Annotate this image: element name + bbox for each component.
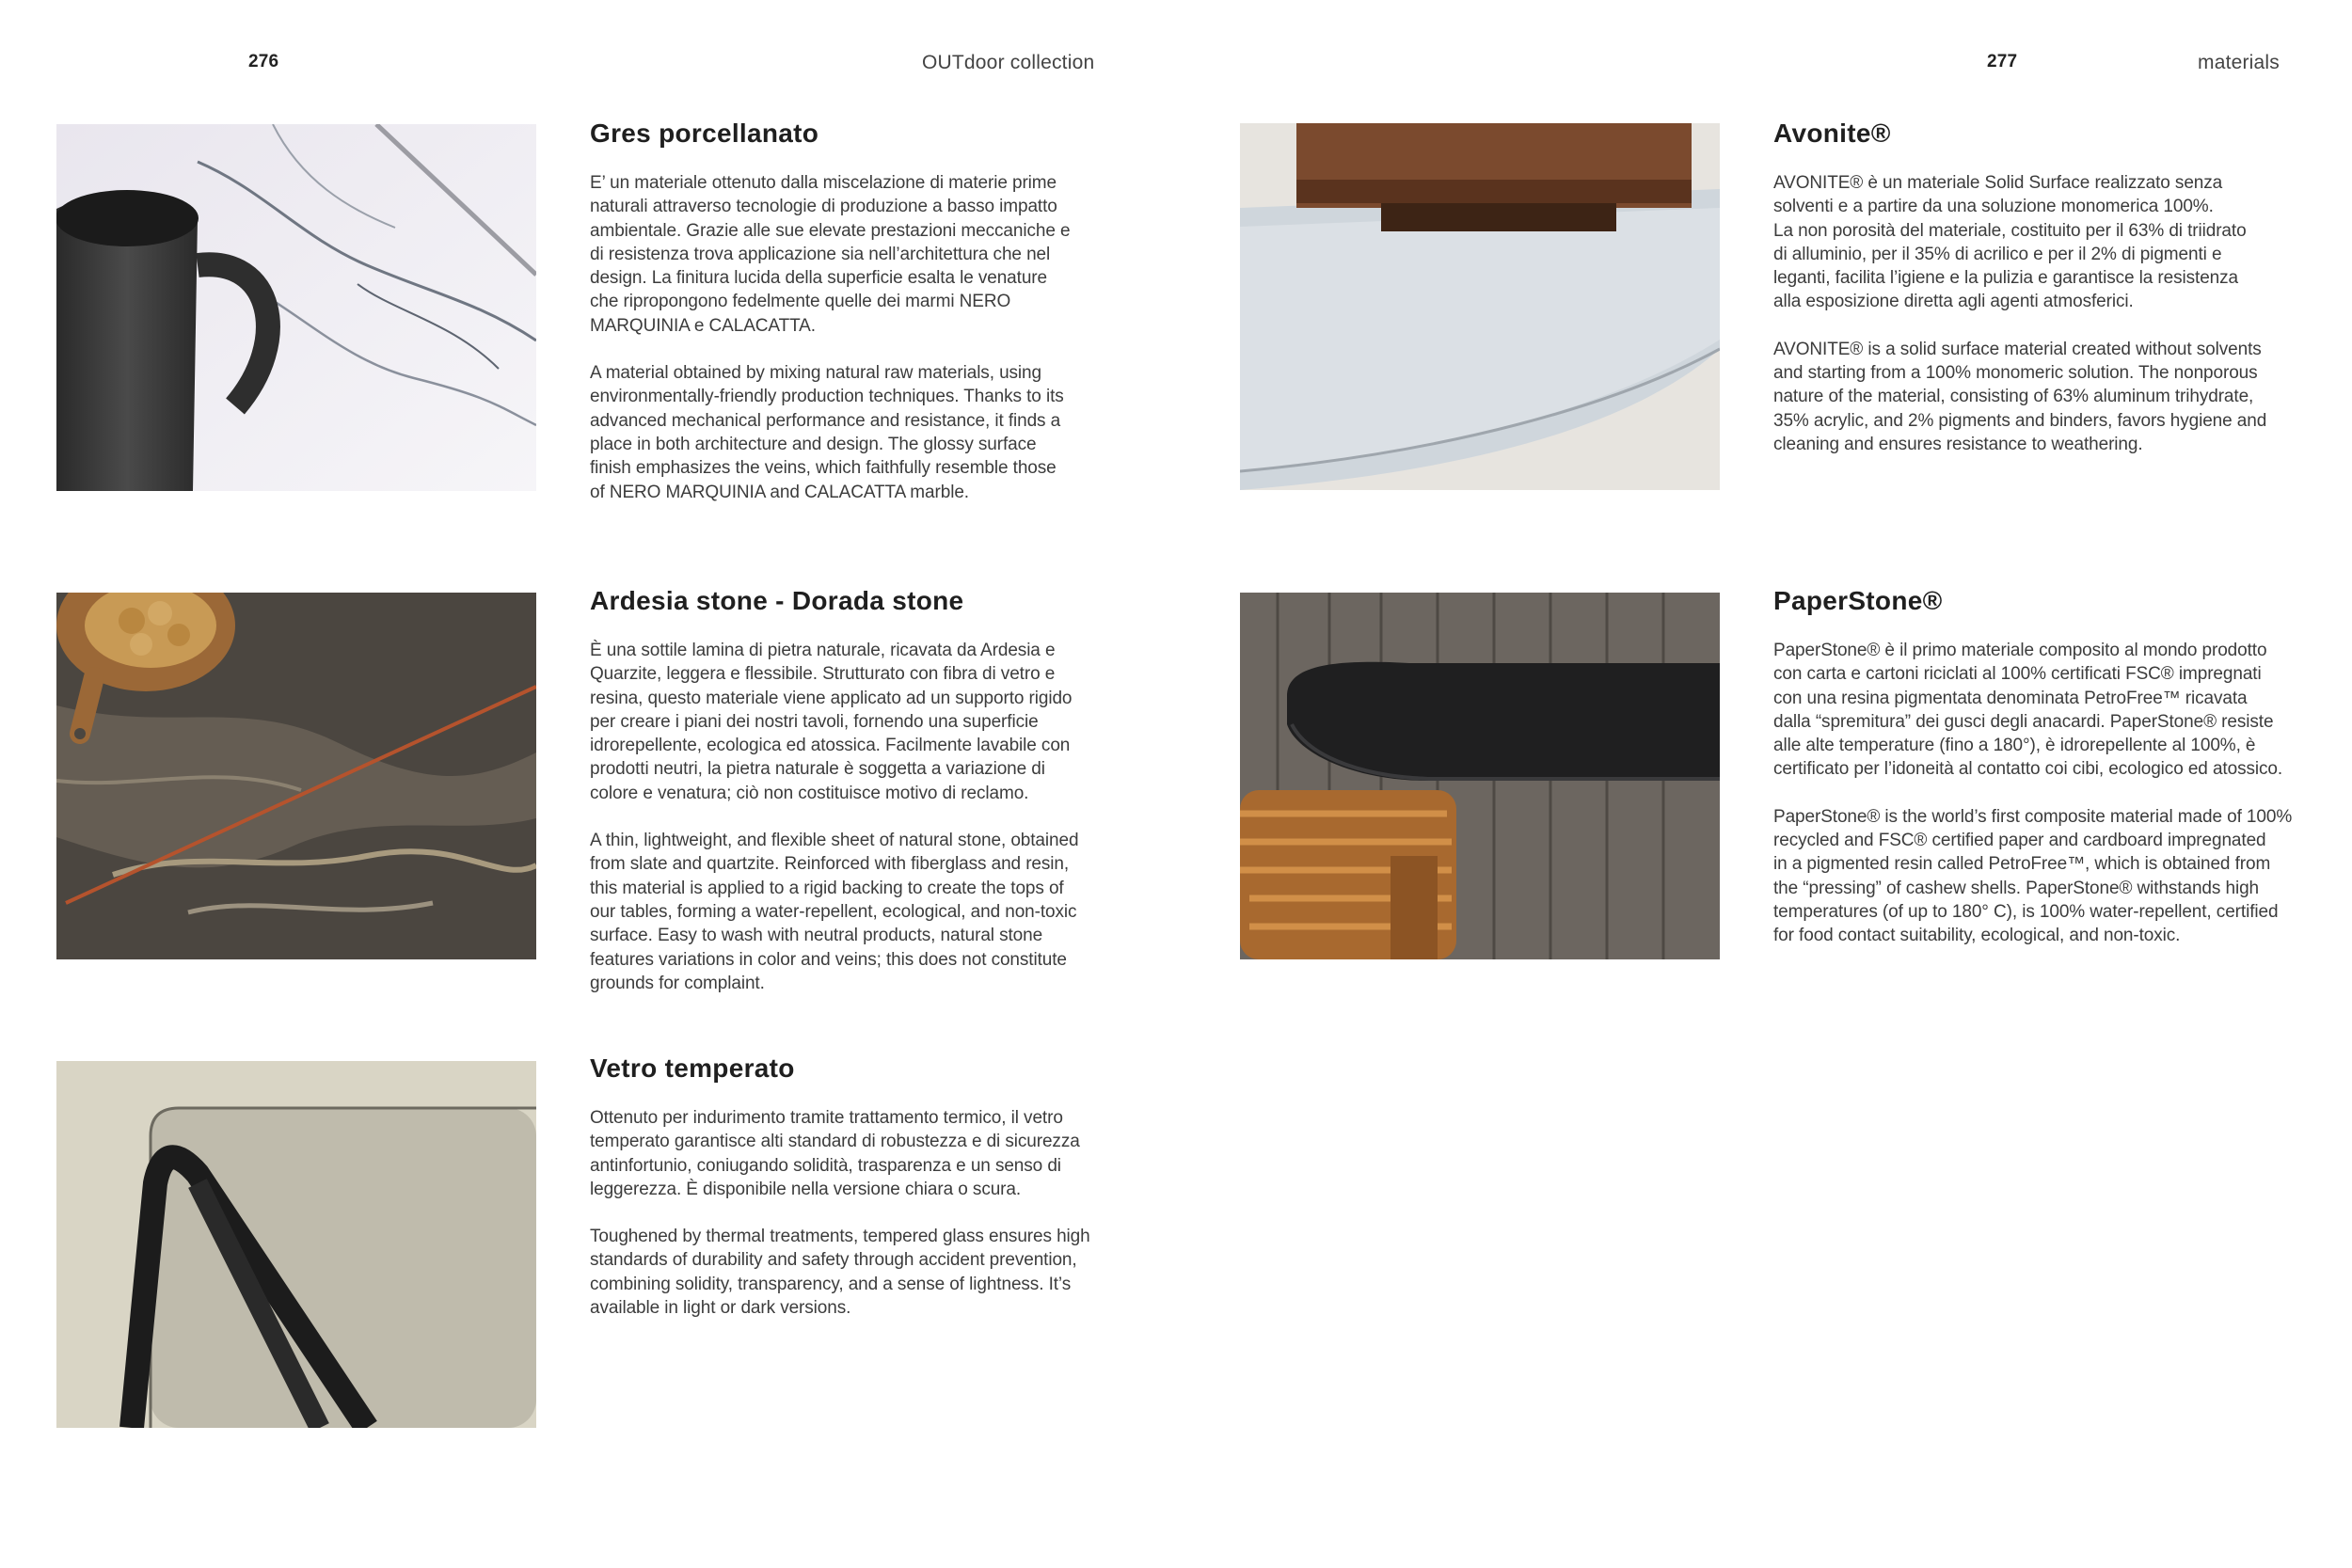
material-description-it: È una sottile lamina di pietra naturale, ricavata da Ardesia e Quarzite, leggera e flessibile. Strutturato con fibra di vetro e resina, questo materiale viene applicato ad un supporto rigido per creare i piani dei nostri tavoli, fornendo una superficie idrorepellente, ecologica ed atossica. Facilmente lavabile con prodotti neutri, la pietra naturale è soggetta a variazione di colore e venatura; ciò non costituisce motivo di reclamo. [590,641,1073,803]
material-description-en: A material obtained by mixing natural raw materials, using environmentally-friendly production techniques. Thanks to its advanced mechanical performance and resistance, it finds a place in both architecture and design. The glossy surface finish emphasizes the veins, which faithfully resemble those of NERO MARQUINIA and CALACATTA marble. [590,363,1064,502]
material-description-it: AVONITE® è un materiale Solid Surface realizzato senza solventi e a partire da una soluzione monomerica 100%. La non porosità del materiale, costituito per il 63% di triidrato di alluminio, per il 35% di acrilico e per il 2% di pigmenti e leganti, facilita l’igiene e la pulizia e garantisce la resistenza alla esposizione diretta agli agenti atmosferici. [1773,173,2247,312]
material-title: PaperStone® [1773,586,1943,615]
vetro-temperato-photo [56,1061,536,1428]
material-description-it: E’ un materiale ottenuto dalla miscelazione di materie prime naturali attraverso tecnologie di produzione a basso impatto ambientale. Grazie alle sue elevate prestazioni meccaniche e di resistenza trova applicazione sia nell’architettura che nel design. La finitura lucida della superficie esalta le venature che ripropongono fedelmente quelle dei marmi NERO MARQUINIA e CALACATTA. [590,173,1071,336]
material-title: Ardesia stone - Dorada stone [590,586,964,615]
right-running-title: materials [2198,52,2280,73]
material-description-it: PaperStone® è il primo materiale composito al mondo prodotto con carta e cartoni riciclati al 100% certificati FSC® impregnati con una resina pigmentata denominata PetroFree™ ricavata dalla “spremitura” dei gusci degli anacardi. PaperStone® resiste alle alte temperature (fino a 180°), è idrorepellente al 100%, è certificato per l’idoneità al contatto coi cibi, ecologico ed atossico. [1773,641,2283,780]
material-title: Vetro temperato [590,1053,795,1083]
right-page-number: 277 [1987,52,2018,71]
avonite-photo [1240,123,1720,490]
left-running-title: OUTdoor collection [922,52,1095,73]
ardesia-stone-photo [56,593,536,959]
material-description-it: Ottenuto per indurimento tramite trattamento termico, il vetro temperato garantisce alti standard di robustezza e di sicurezza antinfortunio, coniugando solidità, trasparenza e un senso di leggerezza. È disponibile nella versione chiara o scura. [590,1108,1080,1199]
material-description-en: Toughened by thermal treatments, tempered glass ensures high standards of durability and safety through accident prevention, combining solidity, transparency, and a sense of lightness. It’s available in light or dark versions. [590,1227,1090,1319]
material-ardesia-dorada-stone [590,584,1140,1019]
material-paperstone [1773,584,2338,972]
material-title: Gres porcellanato [590,119,819,148]
gres-porcellanato-photo [56,124,536,491]
material-description-en: AVONITE® is a solid surface material created without solvents and starting from a 100% monomeric solution. The nonporous nature of the material, consisting of 63% aluminum trihydrate, 35% acrylic, and 2% pigments and binders, favors hygiene and cleaning and ensures resistance to weathering. [1773,339,2267,454]
paperstone-photo [1240,593,1720,959]
material-avonite [1773,117,2338,480]
material-title: Avonite® [1773,119,1891,148]
left-page-number: 276 [248,52,279,71]
material-gres-porcellanato [590,117,1140,528]
material-description-en: PaperStone® is the world’s first composite material made of 100% recycled and FSC® certified paper and cardboard impregnated in a pigmented resin called PetroFree™, which is obtained from the “pressing” of cashew shells. PaperStone® withstands high temperatures (of up to 180° C), is 100% water-repellent, certified for food contact suitability, ecological, and non-toxic. [1773,806,2293,946]
material-description-en: A thin, lightweight, and flexible sheet of natural stone, obtained from slate and quartzite. Reinforced with fiberglass and resin, this material is applied to a rigid backing to create the tops of our tables, forming a water-repellent, ecological, and non-toxic surface. Easy to wash with neutral products, natural stone features variations in color and veins; this does not constitute grounds for complaint. [590,831,1079,993]
material-vetro-temperato [590,1052,1140,1343]
